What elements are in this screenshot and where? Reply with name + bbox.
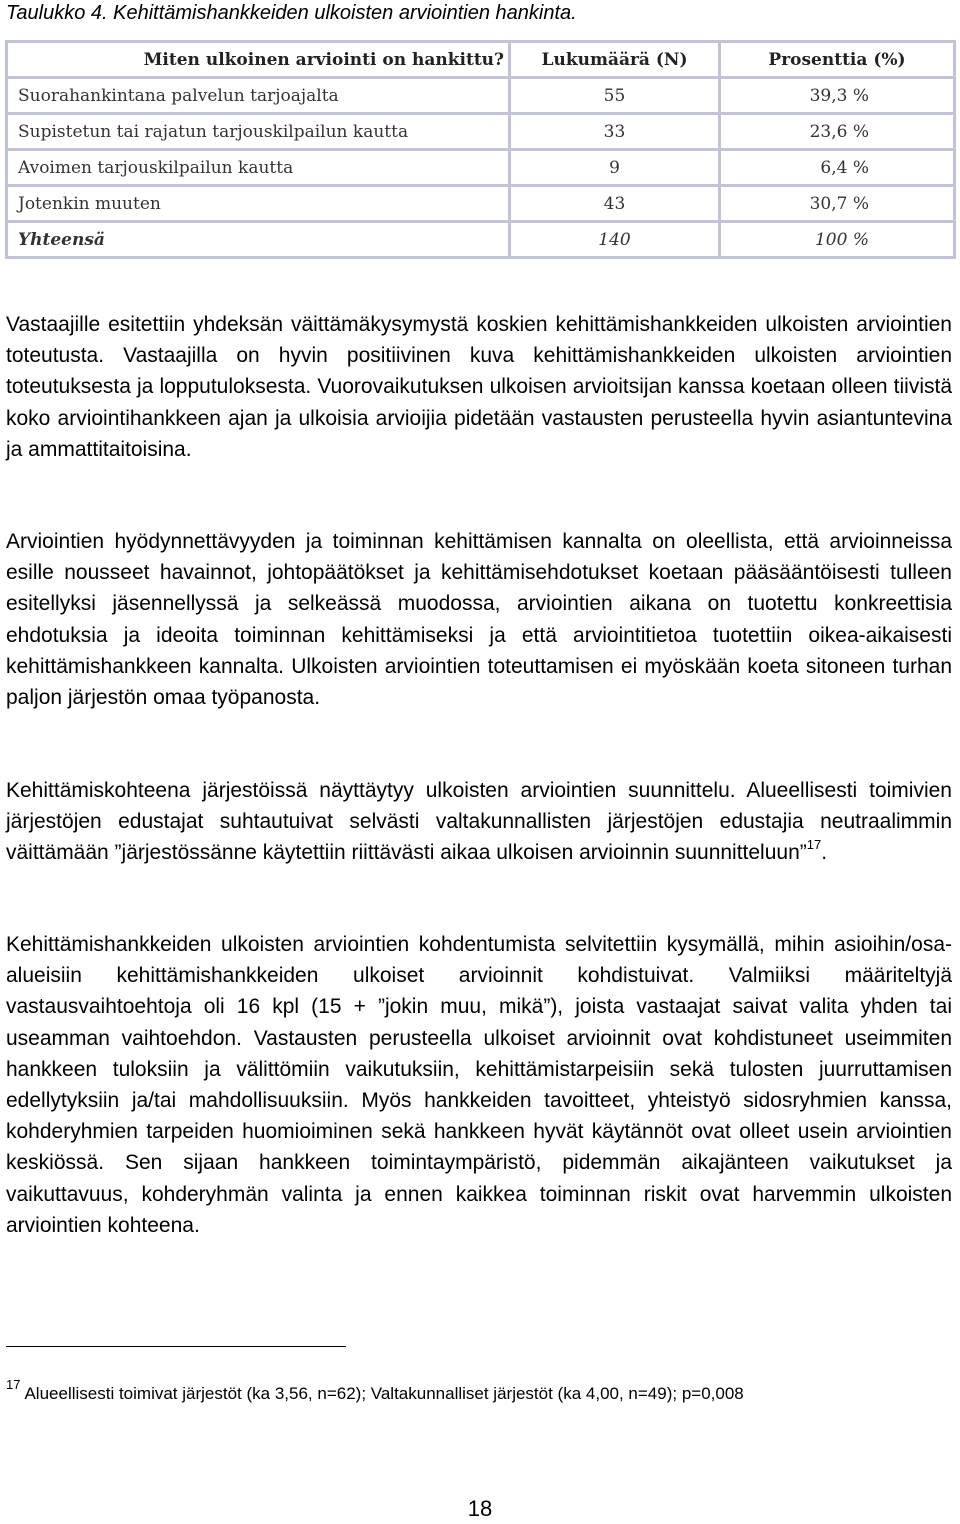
footnote-number: 17 (6, 1377, 21, 1392)
table-caption: Taulukko 4. Kehittämishankkeiden ulkoisten arviointien hankinta. (6, 2, 577, 24)
total-count: 140 (510, 222, 720, 258)
footnote-text: Alueellisesti toimivat järjestöt (ka 3,56, n=62); Valtakunnalliset järjestöt (ka 4,00, n=49); p=0,008 (24, 1384, 744, 1403)
row-percent: 30,7 % (720, 186, 955, 222)
paragraph-usefulness: Arviointien hyödynnettävyyden ja toiminnan kehittämisen kannalta on oleellista, että arvioinneissa esille nousseet havainnot, johtopäätökset ja kehittämisehdotukset koetaan pääsääntöisesti tulleen esitellyksi jäsennellyssä ja selkeässä muodossa, arviointien aikana on tuotettu konkreettisia ehdotuksia ja ideoita toiminnan kehittämiseksi ja että arviointitietoa tuotettiin oikea-aikaisesti kehittämishankkeen kannalta. Ulkoisten arviointien toteuttamisen ei myöskään koeta sitoneen turhan paljon järjestön omaa työpanosta. (6, 530, 952, 710)
row-count: 55 (510, 78, 720, 114)
footnote-divider (6, 1346, 346, 1347)
table-total-row (7, 222, 955, 258)
table-header-row (7, 42, 955, 78)
paragraph-planning-end: . (821, 841, 828, 865)
table-row (7, 114, 955, 150)
paragraph-planning-text: Kehittämiskohteena järjestöissä näyttäytyy ulkoisten arviointien suunnittelu. Alueellisesti toimivien järjestöjen edustajat suhtautuivat selvästi valtakunnallisten järjestöjen edustajia neutraalimmin väittämään ”järjestössänne käytettiin riittävästi aikaa ulkoisen arvioinnin suunnitteluun” (6, 779, 952, 865)
paragraph-statements: Vastaajille esitettiin yhdeksän väittämäkysymystä koskien kehittämishankkeiden ulkoisten arviointien toteutusta. Vastaajilla on hyvin positiivinen kuva kehittämishankkeiden ulkoisten arviointien toteutuksesta ja lopputuloksesta. Vuorovaikutuksen ulkoisen arvioitsijan kanssa koetaan olleen tiivistä koko arviointihankkeen ajan ja ulkoisia arvioijia pidetään vastausten perusteella hyvin asiantuntevina ja ammattitaitoisina. (6, 313, 952, 461)
table-row (7, 150, 955, 186)
table-row (7, 78, 955, 114)
page-number: 18 (467, 1496, 493, 1521)
row-percent: 39,3 % (720, 78, 955, 114)
row-percent: 23,6 % (720, 114, 955, 150)
footnote (6, 1371, 744, 1408)
row-label: Avoimen tarjouskilpailun kautta (7, 150, 510, 186)
column-header-method: Miten ulkoinen arviointi on hankittu? (7, 42, 510, 78)
total-percent: 100 % (720, 222, 955, 258)
column-header-percent: Prosenttia (%) (720, 42, 955, 78)
paragraph-targeting: Kehittämishankkeiden ulkoisten arviointien kohdentumista selvitettiin kysymällä, mihin asioihin/osa-alueisiin kehittämishankkeiden ulkoiset arvioinnit kohdistuivat. Valmiiksi määriteltyjä vastausvaihtoehtoja oli 16 kpl (15 + ”jokin muu, mikä”), joista vastaajat saivat valita yhden tai useamman vaihtoehdon. Vastausten perusteella ulkoiset arvioinnit ovat kohdistuneet useimmiten hankkeen tuloksiin ja välittömiin vaikutuksiin, kehittämistarpeisiin sekä tulosten juurruttamisen edellytyksiin ja/tai mahdollisuuksiin. Myös hankkeiden tavoitteet, yhteistyö sidosryhmien kanssa, kohderyhmien tarpeiden huomioiminen sekä hankkeen hyvät käytännöt ovat olleet usein arviointien keskiössä. Sen sijaan hankkeen toimintaympäristö, pidemmän aikajänteen vaikutukset ja vaikuttavuus, kohderyhmän valinta ja ennen kaikkea toiminnan riskit ovat harvemmin ulkoisten arviointien kohteena. (6, 933, 952, 1237)
row-label: Jotenkin muuten (7, 186, 510, 222)
paragraph-planning (6, 775, 952, 869)
row-count: 43 (510, 186, 720, 222)
row-label: Supistetun tai rajatun tarjouskilpailun kautta (7, 114, 510, 150)
total-label: Yhteensä (7, 222, 510, 258)
row-label: Suorahankintana palvelun tarjoajalta (7, 78, 510, 114)
row-count: 9 (510, 150, 720, 186)
table-row (7, 186, 955, 222)
footnote-reference[interactable]: 17 (806, 837, 822, 853)
row-percent: 6,4 % (720, 150, 955, 186)
evaluation-procurement-table (5, 40, 956, 259)
column-header-count: Lukumäärä (N) (510, 42, 720, 78)
row-count: 33 (510, 114, 720, 150)
